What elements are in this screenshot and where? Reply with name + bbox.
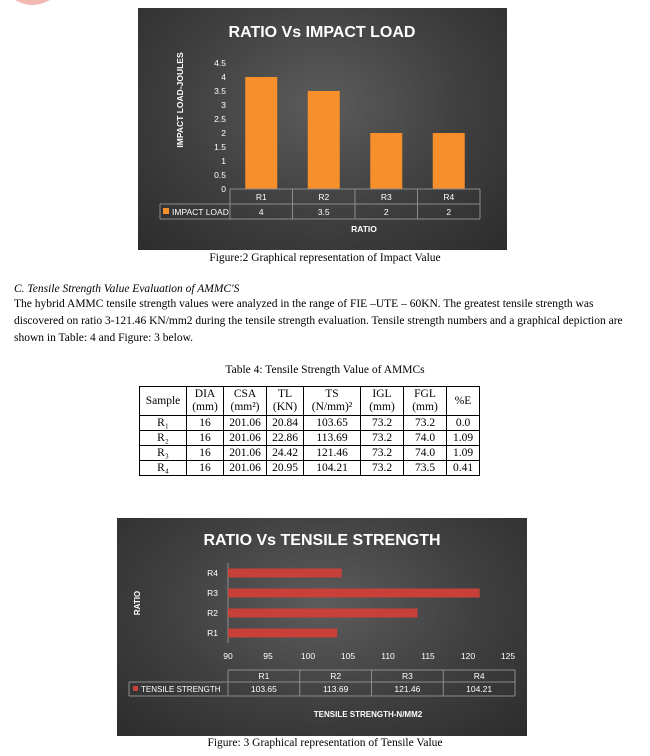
data-table-value: 113.69 [322,684,349,694]
legend-label: TENSILE STRENGTH [141,685,221,694]
table-cell: 73.2 [361,446,404,461]
bar-r2 [308,91,340,189]
x-tick-label: R4 [443,192,455,202]
y-axis-label: IMPACT LOAD-JOULES [175,52,185,148]
header-logo-fragment [0,0,80,8]
tensile-table [139,386,480,476]
table-cell: 201.06 [224,431,267,446]
data-table-value: 2 [446,207,452,217]
table-cell: 0.0 [447,416,480,431]
x-tick-label: 125 [500,651,516,661]
y-tick-label: R4 [207,568,218,578]
table-cell: 103.65 [304,416,361,431]
table-cell: R₁ [140,416,187,431]
table-cell: 121.46 [304,446,361,461]
section-heading: C. Tensile Strength Value Evaluation of AMMC'S [14,283,240,295]
table-cell: 16 [187,446,224,461]
table-cell: 16 [187,416,224,431]
y-tick-label: 1.5 [214,142,226,152]
table-cell: 73.2 [404,416,447,431]
x-tick-label: 105 [340,651,356,661]
table-cell: R₂ [140,431,187,446]
table-cell: 104.21 [304,461,361,476]
table-row [140,446,480,461]
y-axis-label: RATIO [133,590,142,616]
impact-chart-svg [138,8,507,250]
table-cell: 74.0 [404,446,447,461]
table-cell: 16 [187,461,224,476]
table-cell: 1.09 [447,431,480,446]
x-tick-label: 115 [421,651,435,661]
tensile-strength-chart [117,518,527,736]
table-cell: 24.42 [267,446,304,461]
data-table-value: 3.5 [317,207,330,217]
legend-label: IMPACT LOAD [172,207,229,217]
table-cell: 22.86 [267,431,304,446]
impact-load-chart [138,8,507,250]
x-axis-label: TENSILE STRENGTH-N/MM2 [313,710,423,719]
y-tick-label: 1 [221,156,226,166]
table-cell: 0.41 [447,461,480,476]
y-tick-label: 2.5 [214,114,226,124]
table-header-cell: FGL (mm) [404,387,447,416]
data-table-value: 121.46 [394,684,421,694]
figure-caption: Figure: 3 Graphical representation of Tensile Value [207,737,443,749]
data-table-header: R1 [258,671,270,681]
table-cell: 73.2 [361,461,404,476]
x-tick-label: R3 [380,192,392,202]
table-cell: R₃ [140,446,187,461]
x-tick-label: R1 [255,192,267,202]
table-row [140,431,480,446]
table-header-cell: %E [447,387,480,416]
x-tick-label: 95 [263,651,273,661]
table-cell: 74.0 [404,431,447,446]
table-header-cell: IGL (mm) [361,387,404,416]
table-header-cell: CSA (mm²) [224,387,267,416]
table-cell: 201.06 [224,461,267,476]
bar-r4 [433,133,465,189]
x-tick-label: 120 [460,651,476,661]
y-tick-label: 3 [221,100,226,110]
table-cell: 16 [187,431,224,446]
table-cell: 1.09 [447,446,480,461]
bar-r1 [228,629,337,638]
data-table-header: R3 [401,671,413,681]
y-tick-label: 0 [221,184,226,194]
x-axis-label: RATIO [351,224,377,234]
table-cell: 201.06 [224,446,267,461]
table-row [140,461,480,476]
table-cell: 20.95 [267,461,304,476]
table-header-row [140,387,480,416]
x-tick-label: 110 [381,651,395,661]
paragraph-line: shown in Table: 4 and Figure: 3 below. [14,332,194,344]
tensile-chart-svg [117,518,527,736]
table-cell: R₄ [140,461,187,476]
x-tick-label: 90 [223,651,233,661]
table-header-cell: TS (N/mm)² [304,387,361,416]
y-tick-label: 4 [221,72,226,82]
table-cell: 73.2 [361,416,404,431]
data-table-value: 4 [258,207,264,217]
table-cell: 113.69 [304,431,361,446]
table-cell: 201.06 [224,416,267,431]
data-table-value: 2 [383,207,389,217]
table-cell: 73.5 [404,461,447,476]
data-table-header: R2 [330,671,342,681]
table-cell: 73.2 [361,431,404,446]
bar-r3 [228,589,480,598]
table-row [140,416,480,431]
paragraph-line: discovered on ratio 3-121.46 KN/mm2 during the tensile strength evaluation. Tensile strength numbers and a graphical depiction are [14,315,623,327]
legend-swatch [133,686,138,691]
bar-r4 [228,569,342,578]
y-tick-label: R3 [207,588,218,598]
y-tick-label: 3.5 [214,86,226,96]
bar-r2 [228,609,418,618]
chart-title: RATIO Vs TENSILE STRENGTH [203,532,441,549]
y-tick-label: 0.5 [214,170,226,180]
table-header-cell: DIA (mm) [187,387,224,416]
data-table-value: 103.65 [250,684,277,694]
bar-r3 [370,133,402,189]
legend-swatch [163,208,169,214]
chart-title: RATIO Vs IMPACT LOAD [228,24,416,41]
y-tick-label: R2 [207,608,218,618]
data-table-value: 104.21 [466,684,493,694]
table-cell: 20.84 [267,416,304,431]
y-tick-label: 2 [221,128,226,138]
bar-r1 [245,77,277,189]
figure-caption: Figure:2 Graphical representation of Impact Value [209,252,441,264]
y-tick-label: 4.5 [214,58,226,68]
x-tick-label: 100 [300,651,316,661]
table-title: Table 4: Tensile Strength Value of AMMCs [225,364,425,376]
table-header-cell: Sample [140,387,187,416]
x-tick-label: R2 [318,192,330,202]
section-paragraph [14,296,639,347]
data-table-header: R4 [473,671,485,681]
paragraph-line: The hybrid AMMC tensile strength values were analyzed in the range of FIE –UTE – 60KN. The greatest tensile strength was [14,298,594,310]
y-tick-label: R1 [207,628,218,638]
table-header-cell: TL (KN) [267,387,304,416]
